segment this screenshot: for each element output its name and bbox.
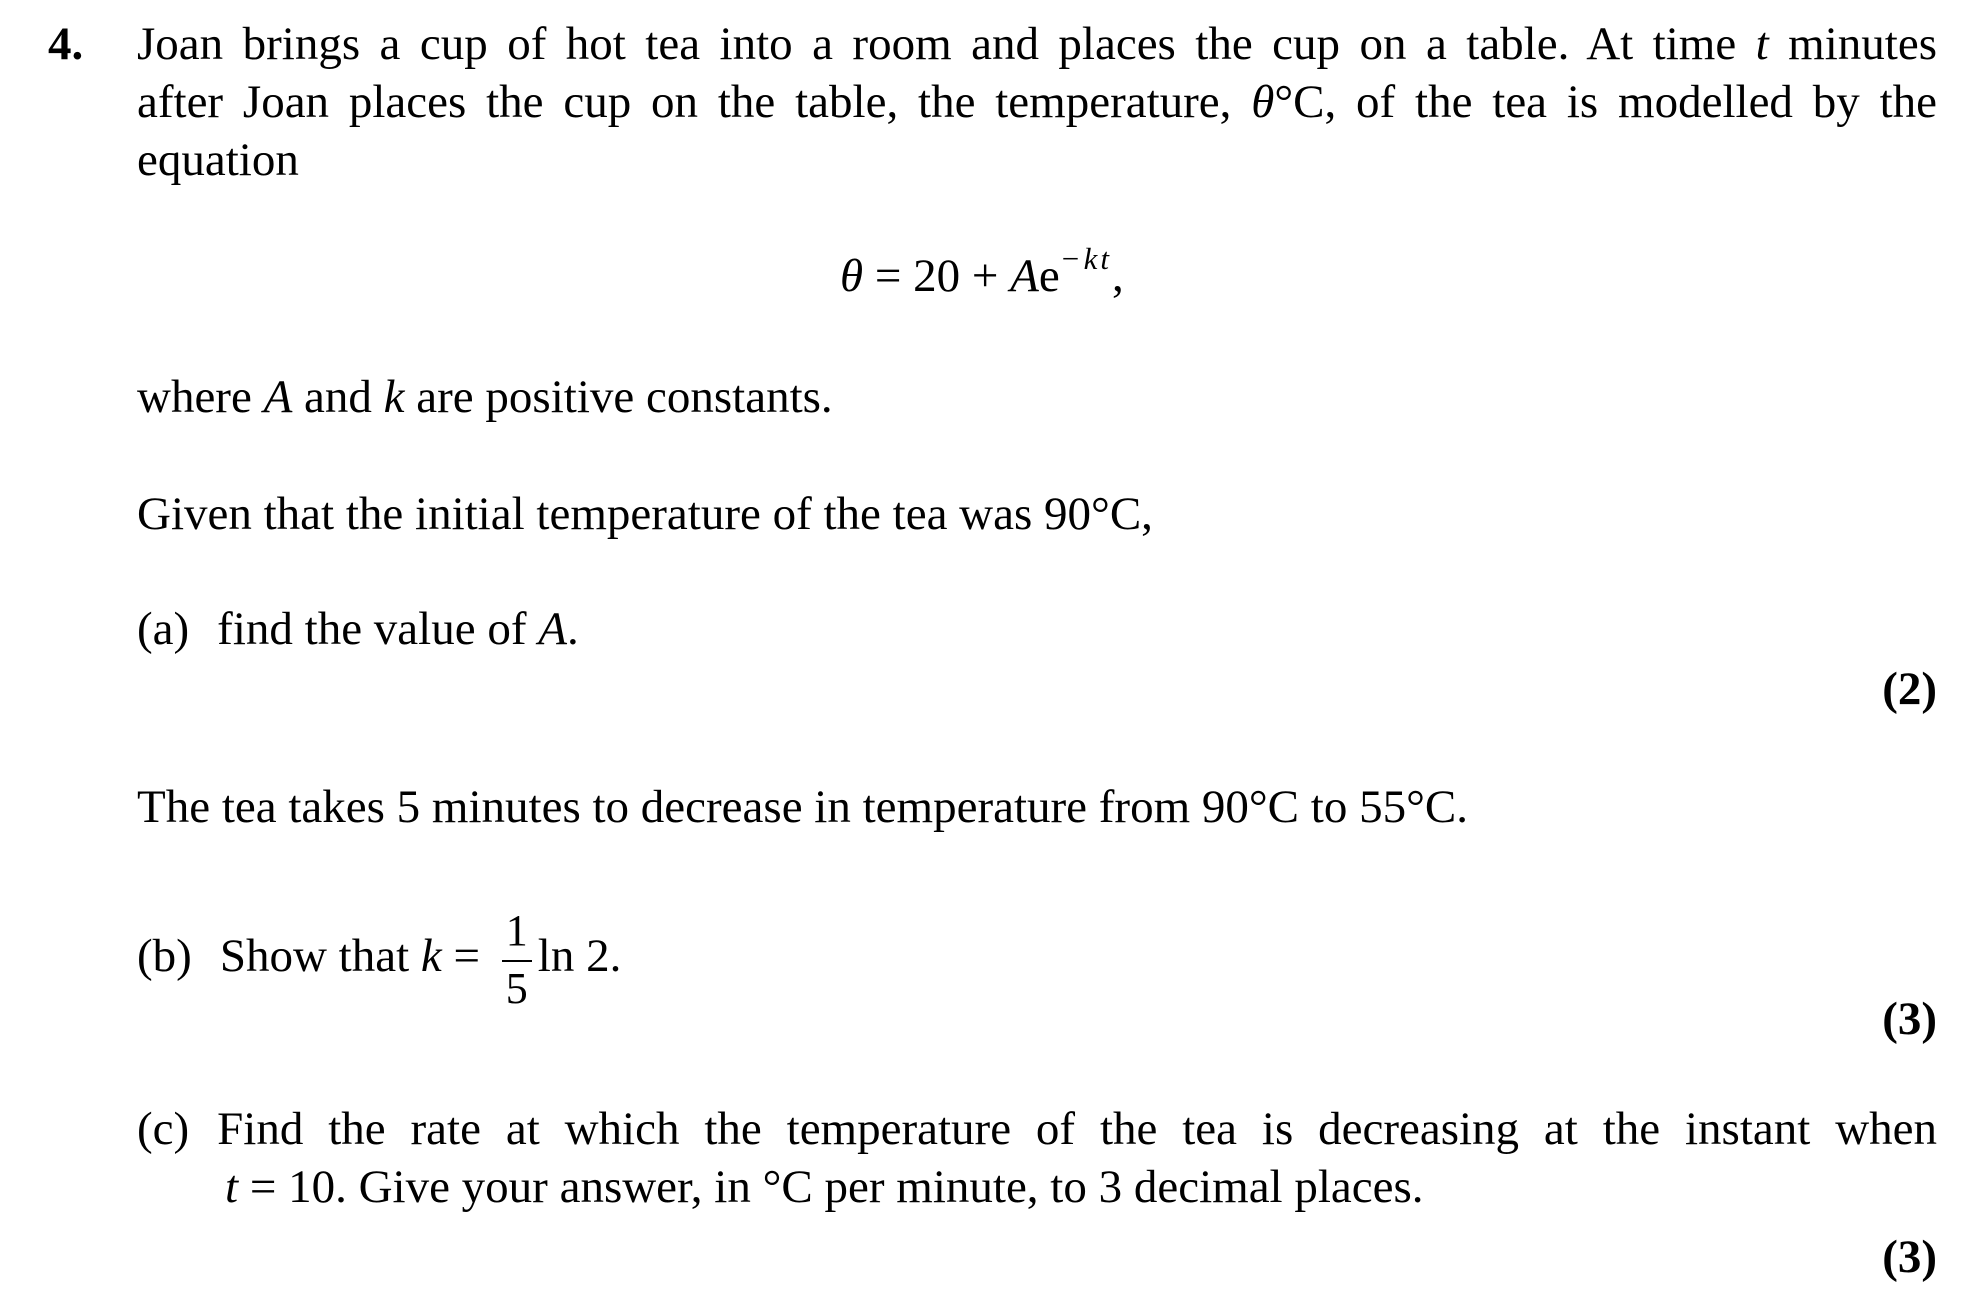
part-c-line-1: (c) Find the rate at which the temperature of the tea is decreasing at the instant when: [137, 1103, 1937, 1155]
constants-statement: where A and k are positive constants.: [137, 371, 833, 423]
part-a-marks: (2): [1882, 663, 1937, 715]
part-c-label: (c): [137, 1103, 190, 1155]
stem-line-3: equation: [137, 134, 299, 186]
part-c: [137, 1100, 1937, 1216]
question-number: 4.: [48, 18, 84, 70]
part-c-line-2: t = 10. Give your answer, in °C per minute, to 3 decimal places.: [225, 1161, 1424, 1213]
part-b-marks: (3): [1882, 993, 1937, 1045]
stem-line-1: Joan brings a cup of hot tea into a room and places the cup on a table. At time t minutes: [137, 18, 1937, 70]
fraction-bar: [502, 960, 532, 962]
part-b-label: (b): [137, 929, 192, 982]
part-b: (b) Show that k = $\frac{1}{5}$ ln 2.: [137, 906, 622, 1013]
given-statement: Given that the initial temperature of the tea was 90°C,: [137, 488, 1153, 540]
tea-statement: The tea takes 5 minutes to decrease in temperature from 90°C to 55°C.: [137, 781, 1468, 833]
part-a: (a) find the value of A.: [137, 603, 579, 655]
model-equation: $\theta = 20 + Ae^{-kt}$,: [840, 241, 1124, 302]
question-stem: [137, 15, 1937, 189]
equation-exponent: −kt: [1059, 241, 1112, 276]
part-c-marks: (3): [1882, 1231, 1937, 1283]
fraction-one-fifth: $\frac{1}{5}$: [502, 905, 532, 1015]
stem-line-2: after Joan places the cup on the table, the temperature, θ°C, of the tea is modelled by the: [137, 76, 1937, 128]
part-a-label: (a): [137, 603, 190, 655]
